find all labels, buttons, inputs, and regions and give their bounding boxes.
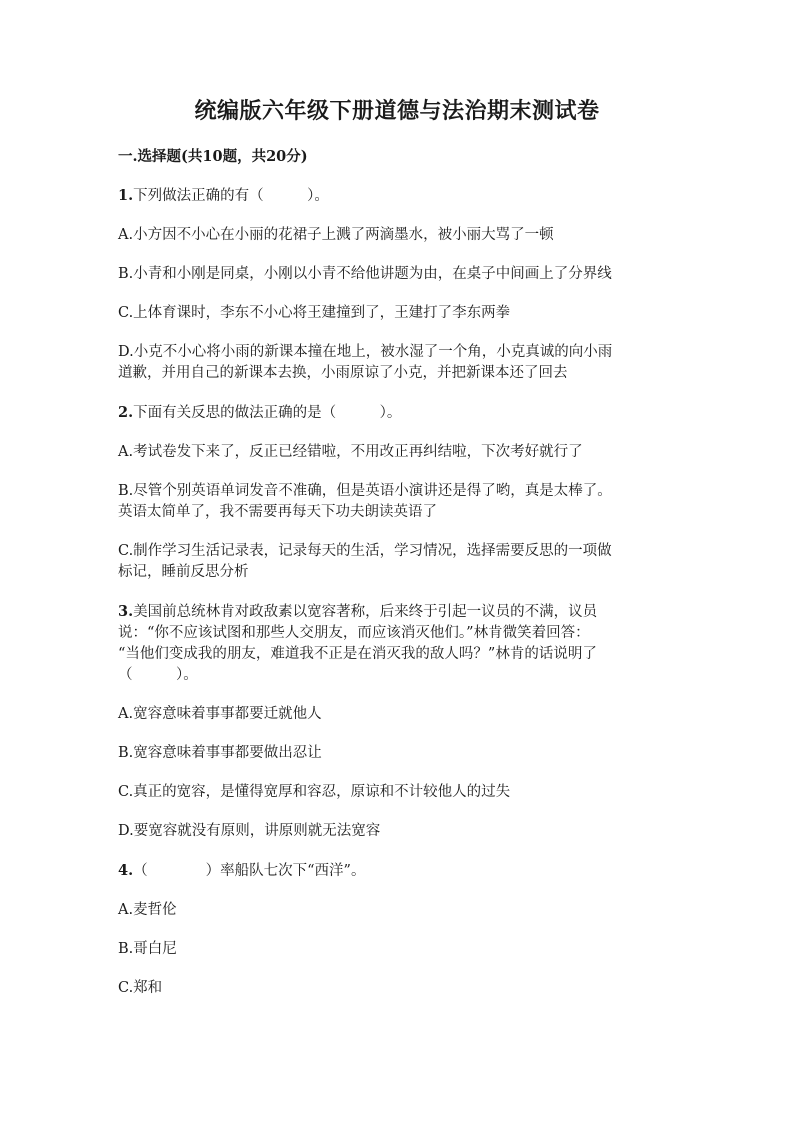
question-text: （ ）。 <box>118 667 198 683</box>
answer-option-line: B.小青和小刚是同桌，小刚以小青不给他讲题为由，在桌子中间画上了分界线 <box>118 266 612 282</box>
question-text: 说：“你不应该试图和那些人交朋友，而应该消灭他们。”林肯微笑着回答： <box>118 625 590 641</box>
question-number: 2. <box>118 404 134 421</box>
answer-option-line: 道歉，并用自己的新课本去换，小雨原谅了小克，并把新课本还了回去 <box>118 365 568 381</box>
answer-option-line: B.哥白尼 <box>118 941 177 957</box>
question-text: 下列做法正确的有（ ）。 <box>133 188 329 204</box>
question-stem-line <box>118 665 666 686</box>
section-heading: 一.选择题(共10题，共20分) <box>118 148 308 165</box>
question-number: 1. <box>118 187 134 204</box>
answer-option-line: C.真正的宽容，是懂得宽厚和容忍，原谅和不计较他人的过失 <box>118 784 511 800</box>
answer-option <box>118 782 666 803</box>
question-number: 3. <box>118 603 134 620</box>
question-stem <box>118 402 666 424</box>
question-stem <box>118 601 666 686</box>
question-text: “当他们变成我的朋友，难道我不正是在消灭我的敌人吗？”林肯的话说明了 <box>118 646 597 662</box>
question-stem <box>118 860 666 882</box>
answer-option <box>118 821 666 842</box>
answer-option <box>118 442 666 463</box>
answer-option <box>118 900 666 921</box>
question-stem-line <box>118 623 666 644</box>
question-number: 4. <box>118 862 134 879</box>
answer-option <box>118 225 666 246</box>
answer-option-line: D.要宽容就没有原则，讲原则就无法宽容 <box>118 823 381 839</box>
answer-option-line: D.小克不小心将小雨的新课本撞在地上，被水湿了一个角，小克真诚的向小雨 <box>118 344 613 360</box>
answer-option <box>118 541 666 583</box>
question-stem-line <box>118 402 666 424</box>
question-stem-line <box>118 860 666 882</box>
answer-option-line: A.考试卷发下来了，反正已经错啦，不用改正再纠结啦，下次考好就行了 <box>118 444 583 460</box>
question-stem-line <box>118 644 666 665</box>
answer-option <box>118 743 666 764</box>
answer-option-line: B.宽容意味着事事都要做出忍让 <box>118 745 322 761</box>
answer-option <box>118 342 666 384</box>
answer-option-line: B.尽管个别英语单词发音不准确，但是英语小演讲还是得了哟，真是太棒了。 <box>118 483 612 499</box>
question-text: （ ）率船队七次下“西洋”。 <box>133 863 366 879</box>
answer-option <box>118 978 666 999</box>
question-text: 美国前总统林肯对政敌素以宽容著称，后来终于引起一议员的不满，议员 <box>133 604 598 620</box>
answer-option-line: 英语太简单了，我不需要再每天下功夫朗读英语了 <box>118 504 437 520</box>
answer-option-line: A.小方因不小心在小丽的花裙子上溅了两滴墨水，被小丽大骂了一顿 <box>118 227 554 243</box>
answer-option <box>118 264 666 285</box>
answer-option-line: 标记，睡前反思分析 <box>118 564 249 580</box>
answer-option-line: C.郑和 <box>118 980 163 996</box>
exam-content <box>118 146 666 1017</box>
answer-option-line: C.制作学习生活记录表，记录每天的生活，学习情况，选择需要反思的一项做 <box>118 543 612 559</box>
answer-option <box>118 939 666 960</box>
question-stem-line <box>118 601 666 623</box>
answer-option <box>118 303 666 324</box>
answer-option-line: A.宽容意味着事事都要迁就他人 <box>118 706 322 722</box>
answer-option-line: C.上体育课时，李东不小心将王建撞到了，王建打了李东两拳 <box>118 305 511 321</box>
answer-option <box>118 481 666 523</box>
question-text: 下面有关反思的做法正确的是（ ）。 <box>133 405 402 421</box>
page-title: 统编版六年级下册道德与法治期末测试卷 <box>194 98 600 124</box>
question-stem <box>118 185 666 207</box>
answer-option-line: A.麦哲伦 <box>118 902 177 918</box>
question-stem-line <box>118 185 666 207</box>
answer-option <box>118 704 666 725</box>
